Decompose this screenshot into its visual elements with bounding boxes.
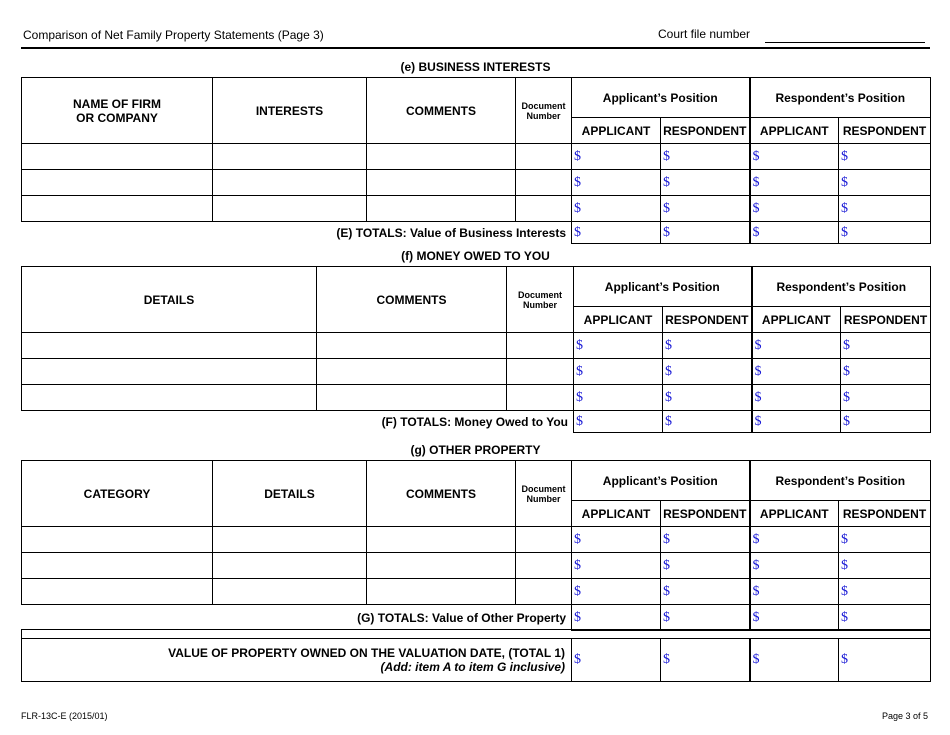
money-cell[interactable]: $ bbox=[750, 579, 839, 605]
text-cell[interactable] bbox=[213, 170, 367, 196]
money-cell[interactable]: $ bbox=[661, 605, 750, 631]
respondent-col-header: RESPONDENT bbox=[841, 307, 931, 333]
table-row bbox=[22, 170, 931, 196]
money-cell[interactable]: $ bbox=[574, 385, 663, 411]
text-cell[interactable] bbox=[22, 527, 213, 553]
money-owed-table bbox=[21, 266, 931, 433]
money-cell[interactable]: $ bbox=[661, 639, 750, 682]
text-cell[interactable] bbox=[516, 579, 572, 605]
money-cell[interactable]: $ bbox=[750, 196, 839, 222]
money-cell[interactable]: $ bbox=[752, 359, 841, 385]
text-cell[interactable] bbox=[213, 527, 367, 553]
money-cell[interactable]: $ bbox=[572, 144, 661, 170]
respondent-position-header: Respondent’s Position bbox=[750, 78, 931, 118]
totals-row bbox=[22, 222, 931, 244]
section-e-title: (e) BUSINESS INTERESTS bbox=[400, 60, 551, 74]
text-cell[interactable] bbox=[22, 579, 213, 605]
text-cell[interactable] bbox=[507, 385, 574, 411]
table-row bbox=[22, 553, 931, 579]
money-cell[interactable]: $ bbox=[750, 553, 839, 579]
text-cell[interactable] bbox=[317, 385, 507, 411]
money-cell[interactable]: $ bbox=[663, 411, 752, 433]
money-cell[interactable]: $ bbox=[661, 170, 750, 196]
money-cell[interactable]: $ bbox=[750, 144, 839, 170]
respondent-col-header: RESPONDENT bbox=[839, 501, 931, 527]
money-cell[interactable]: $ bbox=[572, 170, 661, 196]
text-cell[interactable] bbox=[516, 144, 572, 170]
respondent-col-header: RESPONDENT bbox=[839, 118, 931, 144]
money-cell[interactable]: $ bbox=[839, 639, 931, 682]
money-cell[interactable]: $ bbox=[841, 385, 931, 411]
text-cell[interactable] bbox=[22, 553, 213, 579]
applicant-position-header: Applicant’s Position bbox=[572, 461, 750, 501]
text-cell[interactable] bbox=[367, 527, 516, 553]
applicant-col-header: APPLICANT bbox=[572, 501, 661, 527]
details-header: DETAILS bbox=[22, 267, 317, 333]
money-cell[interactable]: $ bbox=[839, 579, 931, 605]
form-title: Comparison of Net Family Property Statements (Page 3) bbox=[23, 28, 324, 42]
applicant-col-header: APPLICANT bbox=[572, 118, 661, 144]
money-cell[interactable]: $ bbox=[661, 553, 750, 579]
respondent-position-header: Respondent’s Position bbox=[750, 461, 931, 501]
table-row bbox=[22, 385, 931, 411]
text-cell[interactable] bbox=[317, 333, 507, 359]
totals-label: (F) TOTALS: Money Owed to You bbox=[22, 411, 574, 433]
applicant-position-header: Applicant’s Position bbox=[574, 267, 752, 307]
page-number: Page 3 of 5 bbox=[881, 711, 928, 721]
respondent-col-header: RESPONDENT bbox=[661, 118, 750, 144]
text-cell[interactable] bbox=[367, 144, 516, 170]
text-cell[interactable] bbox=[213, 196, 367, 222]
money-cell[interactable]: $ bbox=[574, 333, 663, 359]
money-cell[interactable]: $ bbox=[661, 579, 750, 605]
money-cell[interactable]: $ bbox=[572, 222, 661, 244]
money-cell[interactable]: $ bbox=[750, 222, 839, 244]
money-cell[interactable]: $ bbox=[663, 359, 752, 385]
text-cell[interactable] bbox=[516, 553, 572, 579]
money-cell[interactable]: $ bbox=[572, 196, 661, 222]
text-cell[interactable] bbox=[367, 196, 516, 222]
name-of-firm-header: NAME OF FIRM OR COMPANY bbox=[22, 78, 213, 144]
money-cell[interactable]: $ bbox=[839, 527, 931, 553]
money-cell[interactable]: $ bbox=[839, 553, 931, 579]
text-cell[interactable] bbox=[22, 359, 317, 385]
category-header: CATEGORY bbox=[22, 461, 213, 527]
money-cell[interactable]: $ bbox=[752, 333, 841, 359]
text-cell[interactable] bbox=[516, 196, 572, 222]
table-row bbox=[22, 144, 931, 170]
respondent-position-header: Respondent’s Position bbox=[752, 267, 931, 307]
business-interests-table bbox=[21, 77, 931, 244]
money-cell[interactable]: $ bbox=[750, 639, 839, 682]
money-cell[interactable]: $ bbox=[839, 170, 931, 196]
money-cell[interactable]: $ bbox=[841, 359, 931, 385]
money-cell[interactable]: $ bbox=[750, 170, 839, 196]
money-cell[interactable]: $ bbox=[572, 553, 661, 579]
comments-header: COMMENTS bbox=[367, 78, 516, 144]
text-cell[interactable] bbox=[367, 553, 516, 579]
money-cell[interactable]: $ bbox=[574, 359, 663, 385]
total-1-table bbox=[21, 629, 931, 682]
table-row bbox=[22, 359, 931, 385]
money-cell[interactable]: $ bbox=[839, 196, 931, 222]
applicant-col-header: APPLICANT bbox=[750, 118, 839, 144]
text-cell[interactable] bbox=[516, 170, 572, 196]
section-f-title: (f) MONEY OWED TO YOU bbox=[401, 249, 550, 263]
text-cell[interactable] bbox=[22, 144, 213, 170]
details-header: DETAILS bbox=[213, 461, 367, 527]
totals-row bbox=[22, 411, 931, 433]
text-cell[interactable] bbox=[22, 385, 317, 411]
court-file-label: Court file number bbox=[658, 27, 751, 41]
money-cell[interactable]: $ bbox=[839, 605, 931, 631]
applicant-position-header: Applicant’s Position bbox=[572, 78, 750, 118]
applicant-col-header: APPLICANT bbox=[750, 501, 839, 527]
respondent-col-header: RESPONDENT bbox=[661, 501, 750, 527]
text-cell[interactable] bbox=[317, 359, 507, 385]
section-g-title: (g) OTHER PROPERTY bbox=[410, 443, 541, 457]
total-1-label: VALUE OF PROPERTY OWNED ON THE VALUATION DATE, (TOTAL 1) (Add: item A to item G inclusive) bbox=[22, 639, 572, 682]
totals-label: (E) TOTALS: Value of Business Interests bbox=[22, 222, 572, 244]
text-cell[interactable] bbox=[367, 170, 516, 196]
total-1-row bbox=[22, 639, 931, 682]
text-cell[interactable] bbox=[516, 527, 572, 553]
form-id: FLR-13C-E (2015/01) bbox=[21, 711, 108, 721]
document-number-header: Document Number bbox=[516, 78, 572, 144]
money-cell[interactable]: $ bbox=[752, 385, 841, 411]
text-cell[interactable] bbox=[213, 579, 367, 605]
applicant-col-header: APPLICANT bbox=[752, 307, 841, 333]
money-cell[interactable]: $ bbox=[663, 385, 752, 411]
table-row bbox=[22, 579, 931, 605]
comments-header: COMMENTS bbox=[317, 267, 507, 333]
table-row bbox=[22, 527, 931, 553]
money-cell[interactable]: $ bbox=[750, 605, 839, 631]
text-cell[interactable] bbox=[507, 333, 574, 359]
header-rule bbox=[21, 47, 930, 49]
applicant-col-header: APPLICANT bbox=[574, 307, 663, 333]
text-cell[interactable] bbox=[22, 196, 213, 222]
money-cell[interactable]: $ bbox=[661, 144, 750, 170]
money-cell[interactable]: $ bbox=[839, 222, 931, 244]
text-cell[interactable] bbox=[367, 579, 516, 605]
money-cell[interactable]: $ bbox=[839, 144, 931, 170]
interests-header: INTERESTS bbox=[213, 78, 367, 144]
table-row bbox=[22, 196, 931, 222]
money-cell[interactable]: $ bbox=[841, 411, 931, 433]
money-cell[interactable]: $ bbox=[572, 639, 661, 682]
table-row bbox=[22, 333, 931, 359]
money-cell[interactable]: $ bbox=[574, 411, 663, 433]
money-cell[interactable]: $ bbox=[661, 196, 750, 222]
money-cell[interactable]: $ bbox=[750, 527, 839, 553]
text-cell[interactable] bbox=[213, 144, 367, 170]
text-cell[interactable] bbox=[507, 359, 574, 385]
other-property-table bbox=[21, 460, 931, 631]
comments-header: COMMENTS bbox=[367, 461, 516, 527]
totals-label: (G) TOTALS: Value of Other Property bbox=[22, 605, 572, 631]
document-number-header: Document Number bbox=[516, 461, 572, 527]
totals-row bbox=[22, 605, 931, 631]
money-cell[interactable]: $ bbox=[572, 605, 661, 631]
money-cell[interactable]: $ bbox=[572, 579, 661, 605]
money-cell[interactable]: $ bbox=[661, 222, 750, 244]
document-number-header: Document Number bbox=[507, 267, 574, 333]
court-file-number-field[interactable] bbox=[765, 41, 925, 43]
money-cell[interactable]: $ bbox=[661, 527, 750, 553]
money-cell[interactable]: $ bbox=[841, 333, 931, 359]
money-cell[interactable]: $ bbox=[663, 333, 752, 359]
text-cell[interactable] bbox=[213, 553, 367, 579]
text-cell[interactable] bbox=[22, 333, 317, 359]
respondent-col-header: RESPONDENT bbox=[663, 307, 752, 333]
text-cell[interactable] bbox=[22, 170, 213, 196]
money-cell[interactable]: $ bbox=[752, 411, 841, 433]
money-cell[interactable]: $ bbox=[572, 527, 661, 553]
